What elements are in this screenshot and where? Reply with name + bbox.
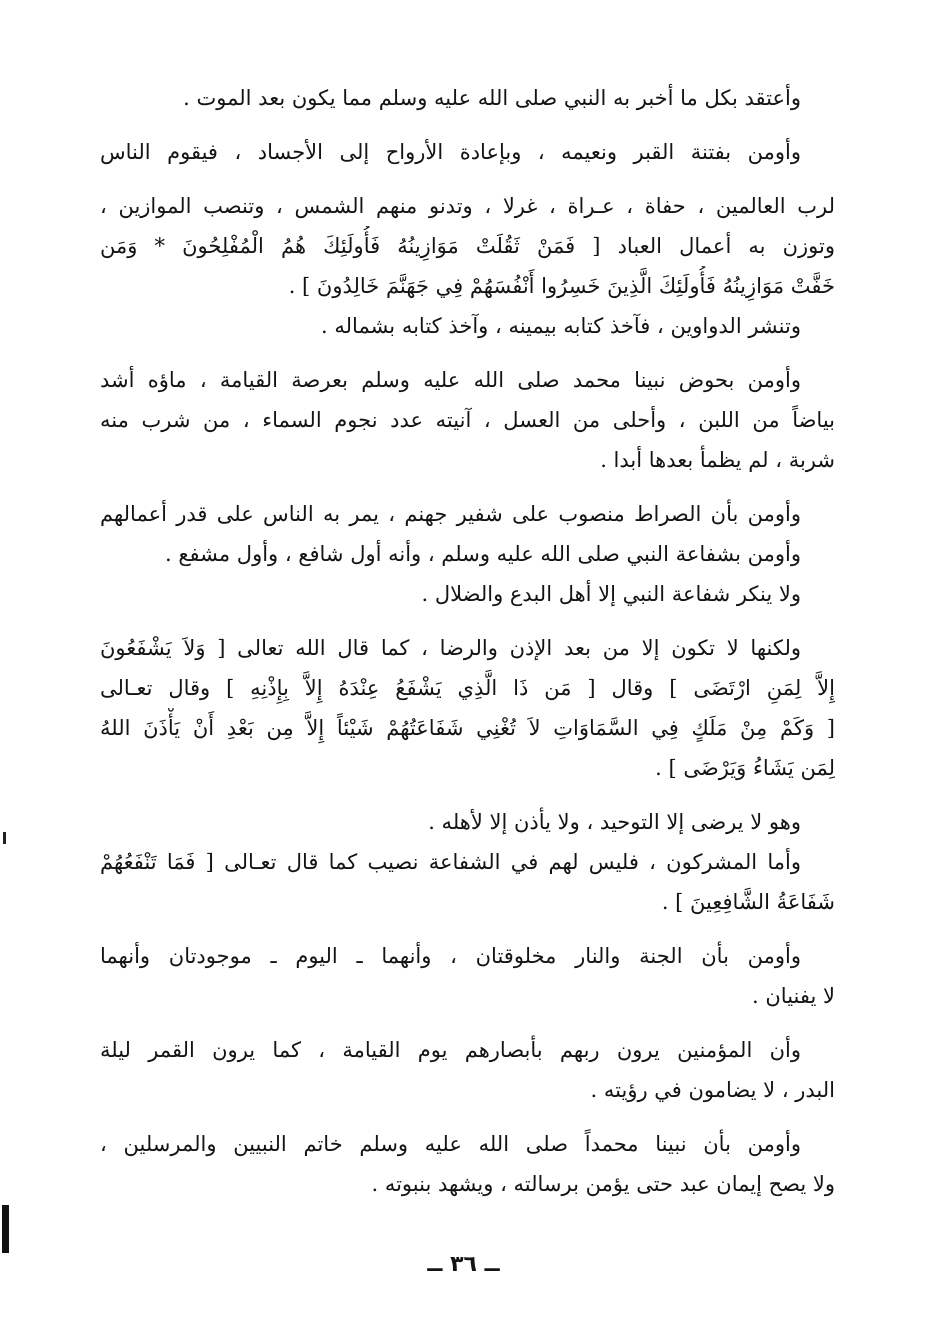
text-line: وتنشر الدواوين ، فآخذ كتابه بيمينه ، وآخذ كتابه بشماله . bbox=[321, 314, 801, 338]
text-line: وأومن بأن نبينا محمداً صلى الله عليه وسلم خاتم النبيين والمرسلين ، bbox=[100, 1132, 801, 1156]
text-line: وأومن بشفاعة النبي صلى الله عليه وسلم ، وأنه أول شافع ، وأول مشفع . bbox=[165, 542, 801, 566]
text-line: وأعتقد بكل ما أخبر به النبي صلى الله عليه وسلم مما يكون بعد الموت . bbox=[183, 86, 801, 110]
text-line: وأومن بأن الجنة والنار مخلوقتان ، وأنهما ـ اليوم ـ موجودتان وأنهما bbox=[100, 944, 801, 968]
text-line: إِلاَّ لِمَنِ ارْتَضَى ] وقال [ مَن ذَا الَّذِي يَشْفَعُ عِنْدَهُ إِلاَّ بِإِذْنِهِ ] وقال تعـالى bbox=[100, 676, 835, 700]
text-line: شَفَاعَةُ الشَّافِعِينَ ] . bbox=[661, 890, 835, 914]
text-line: وهو لا يرضى إلا التوحيد ، ولا يأذن إلا لأهله . bbox=[428, 810, 801, 834]
text-line: وأومن بأن الصراط منصوب على شفير جهنم ، يمر به الناس على قدر أعمالهم bbox=[100, 502, 801, 526]
text-line: لرب العالمين ، حفاة ، عـراة ، غرلا ، وتدنو منهم الشمس ، وتنصب الموازين ، bbox=[100, 194, 835, 218]
scan-artifact bbox=[2, 1205, 9, 1253]
page-body bbox=[100, 78, 835, 1204]
text-line: ولا يصح إيمان عبد حتى يؤمن برسالته ، ويشهد بنبوته . bbox=[371, 1172, 835, 1196]
text-line: وأما المشركون ، فليس لهم في الشفاعة نصيب كما قال تعـالى [ فَمَا تَنْفَعُهُمْ bbox=[100, 850, 801, 874]
text-line: خَفَّتْ مَوَازِينُهُ فَأُولَئِكَ الَّذِينَ خَسِرُوا أَنْفُسَهُمْ فِي جَهَنَّمَ خَالِدُونَ ] . bbox=[288, 274, 835, 298]
scan-artifact bbox=[3, 832, 6, 844]
text-line: ولكنها لا تكون إلا من بعد الإذن والرضا ، كما قال الله تعالى [ وَلاَ يَشْفَعُونَ bbox=[100, 636, 801, 660]
text-line: بياضاً من اللبن ، وأحلى من العسل ، آنيته عدد نجوم السماء ، من شرب منه bbox=[100, 408, 835, 432]
page-number: ــ ٣٦ ــ bbox=[427, 1252, 500, 1277]
text-line: شربة ، لم يظمأ بعدها أبدا . bbox=[600, 448, 835, 472]
text-line: وأومن بفتنة القبر ونعيمه ، وبإعادة الأرواح إلى الأجساد ، فيقوم الناس bbox=[100, 140, 801, 164]
text-line: لِمَن يَشَاءُ وَيَرْضَى ] . bbox=[655, 756, 835, 780]
text-line: لا يفنيان . bbox=[752, 984, 835, 1008]
text-line: [ وَكَمْ مِنْ مَلَكٍ فِي السَّمَاوَاتِ لاَ تُغْنِي شَفَاعَتُهُمْ شَيْئاً إِلاَّ مِن بَعْدِ أَنْ يَأْذَنَ اللهُ bbox=[100, 716, 835, 740]
text-line: وتوزن به أعمال العباد [ فَمَنْ ثَقُلَتْ مَوَازِينُهُ فَأُولَئِكَ هُمُ الْمُفْلِحُونَ * وَمَن bbox=[100, 234, 835, 258]
text-line: ولا ينكر شفاعة النبي إلا أهل البدع والضلال . bbox=[421, 582, 801, 606]
text-line: وأومن بحوض نبينا محمد صلى الله عليه وسلم بعرصة القيامة ، ماؤه أشد bbox=[100, 368, 801, 392]
text-line: وأن المؤمنين يرون ربهم بأبصارهم يوم القيامة ، كما يرون القمر ليلة bbox=[100, 1038, 801, 1062]
text-line: البدر ، لا يضامون في رؤيته . bbox=[590, 1078, 835, 1102]
